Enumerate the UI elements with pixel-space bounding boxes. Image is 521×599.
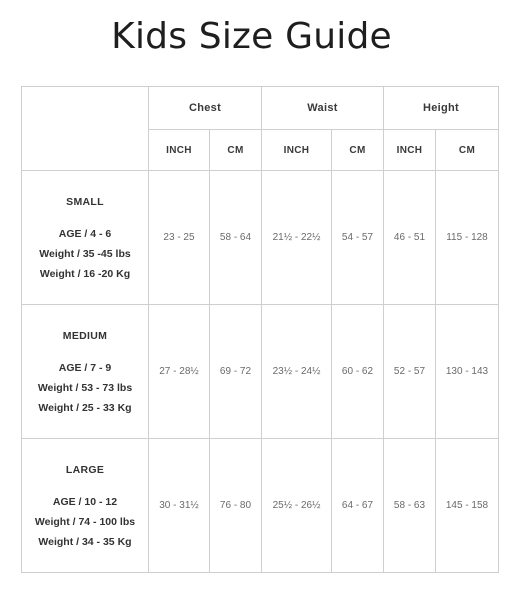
- unit-height-cm: CM: [436, 130, 499, 171]
- height-inch-value: 46 - 51: [384, 171, 436, 305]
- size-age: AGE / 7 - 9: [58, 361, 112, 374]
- size-weight-lbs: Weight / 74 - 100 lbs: [34, 515, 136, 528]
- size-age: AGE / 10 - 12: [52, 495, 118, 508]
- waist-cm-value: 60 - 62: [332, 305, 384, 439]
- chest-inch-value: 30 - 31½: [149, 439, 210, 573]
- size-name: LARGE: [65, 463, 105, 476]
- header-waist: Waist: [262, 87, 384, 130]
- size-info-cell: [22, 171, 149, 305]
- unit-waist-inch: INCH: [262, 130, 332, 171]
- unit-chest-cm: CM: [210, 130, 262, 171]
- chest-cm-value: 76 - 80: [210, 439, 262, 573]
- header-corner-cell: [22, 87, 149, 171]
- size-name: SMALL: [66, 195, 104, 208]
- waist-cm-value: 64 - 67: [332, 439, 384, 573]
- unit-waist-cm: CM: [332, 130, 384, 171]
- height-cm-value: 130 - 143: [436, 305, 499, 439]
- height-inch-value: 58 - 63: [384, 439, 436, 573]
- height-cm-value: 115 - 128: [436, 171, 499, 305]
- size-weight-kg: Weight / 16 -20 Kg: [39, 267, 131, 280]
- waist-inch-value: 25½ - 26½: [262, 439, 332, 573]
- waist-inch-value: 23½ - 24½: [262, 305, 332, 439]
- table-row-large: [22, 439, 499, 573]
- unit-chest-inch: INCH: [149, 130, 210, 171]
- chest-cm-value: 58 - 64: [210, 171, 262, 305]
- height-cm-value: 145 - 158: [436, 439, 499, 573]
- size-weight-lbs: Weight / 35 -45 lbs: [39, 247, 131, 260]
- size-weight-kg: Weight / 34 - 35 Kg: [38, 535, 132, 548]
- table-row-small: [22, 171, 499, 305]
- header-height: Height: [384, 87, 499, 130]
- waist-inch-value: 21½ - 22½: [262, 171, 332, 305]
- size-name: MEDIUM: [62, 329, 108, 342]
- table-row-medium: [22, 305, 499, 439]
- chest-inch-value: 23 - 25: [149, 171, 210, 305]
- size-weight-kg: Weight / 25 - 33 Kg: [38, 401, 132, 414]
- size-info-cell: [22, 439, 149, 573]
- waist-cm-value: 54 - 57: [332, 171, 384, 305]
- height-inch-value: 52 - 57: [384, 305, 436, 439]
- chest-inch-value: 27 - 28½: [149, 305, 210, 439]
- header-chest: Chest: [149, 87, 262, 130]
- chest-cm-value: 69 - 72: [210, 305, 262, 439]
- unit-height-inch: INCH: [384, 130, 436, 171]
- size-info-cell: [22, 305, 149, 439]
- size-age: AGE / 4 - 6: [58, 227, 112, 240]
- size-guide-table: [21, 86, 499, 573]
- size-weight-lbs: Weight / 53 - 73 lbs: [37, 381, 133, 394]
- table-header-groups: [22, 87, 499, 130]
- page-title: Kids Size Guide: [111, 16, 392, 57]
